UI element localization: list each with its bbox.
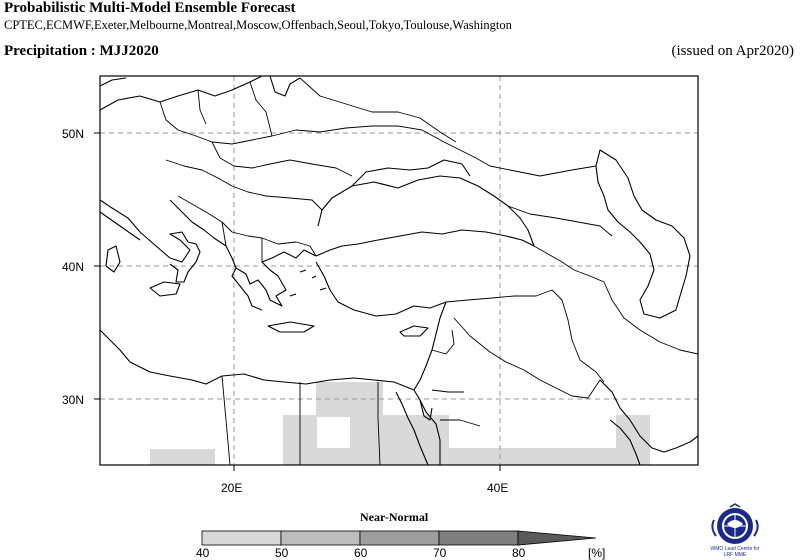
colorbar-arrow — [518, 531, 596, 545]
variable-season: Precipitation : MJJ2020 — [4, 43, 159, 59]
shade-cell — [150, 449, 215, 465]
legend-tick-60: 60 — [354, 546, 368, 560]
colorbar-segment-60-70 — [360, 531, 439, 545]
colorbar-segment-50-60 — [281, 531, 360, 545]
wmo-caption-line2: LRF MME — [723, 552, 747, 558]
legend-tick-50: 50 — [275, 546, 289, 560]
lat-label-50n: 50N — [62, 127, 85, 141]
shade-cell — [616, 415, 650, 465]
borders — [160, 78, 698, 465]
map-title: Probabilistic Multi-Model Ensemble Forecast — [4, 0, 296, 16]
wmo-caption — [700, 546, 770, 558]
colorbar — [0, 528, 800, 558]
lat-label-30n: 30N — [62, 393, 85, 407]
wmo-caption-line1: WMO Lead Centre for — [710, 546, 760, 552]
legend-title: Near-Normal — [360, 510, 429, 524]
lon-label-40e: 40E — [487, 481, 509, 495]
lon-label-20e: 20E — [221, 481, 243, 495]
issued-date: (issued on Apr2020) — [671, 43, 794, 59]
legend-tick-70: 70 — [433, 546, 447, 560]
legend-tick-40: 40 — [196, 546, 210, 560]
model-list: CPTEC,ECMWF,Exeter,Melbourne,Montreal,Moscow,Offenbach,Seoul,Tokyo,Toulouse,Washington — [4, 18, 512, 32]
shade-cell — [316, 448, 350, 465]
probability-shading — [150, 382, 650, 465]
colorbar-segment-40-50 — [202, 531, 281, 545]
shade-cell — [383, 415, 449, 465]
colorbar-segment-70-80 — [439, 531, 518, 545]
legend-tick-80: 80 — [512, 546, 526, 560]
legend-unit: [%] — [588, 546, 606, 560]
lat-label-40n: 40N — [62, 260, 85, 274]
shade-cell — [449, 448, 616, 465]
